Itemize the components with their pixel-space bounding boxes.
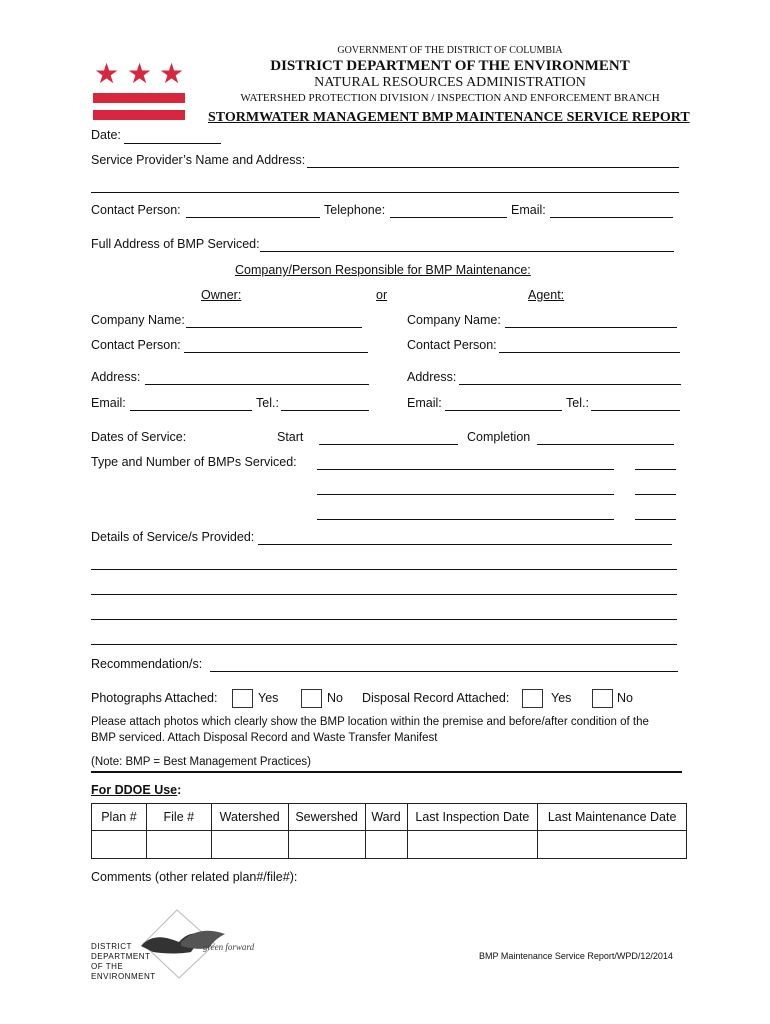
col-sewershed: Sewershed [288, 804, 365, 831]
owner-contact-field[interactable] [184, 352, 368, 353]
owner-address-field[interactable] [145, 384, 369, 385]
flag-bar [93, 93, 185, 103]
header-department: DISTRICT DEPARTMENT OF THE ENVIRONMENT [270, 58, 630, 74]
logo-text-line1: DISTRICT [91, 942, 132, 951]
date-field[interactable] [124, 143, 221, 144]
contact-person-label: Contact Person: [91, 203, 181, 217]
agent-address-field[interactable] [459, 384, 681, 385]
agent-contact-label: Contact Person: [407, 338, 497, 352]
table-header-row [92, 804, 687, 831]
agent-contact-field[interactable] [499, 352, 680, 353]
email-label: Email: [511, 203, 546, 217]
bmp-type-field-3[interactable] [317, 519, 614, 520]
disposal-no-checkbox[interactable] [592, 689, 613, 708]
bmp-count-field-2[interactable] [635, 494, 676, 495]
provider-label: Service Provider’s Name and Address: [91, 153, 306, 167]
date-label: Date: [91, 128, 121, 142]
header-government: GOVERNMENT OF THE DISTRICT OF COLUMBIA [337, 45, 563, 56]
star-icon: ★ [94, 58, 120, 89]
header-administration: NATURAL RESOURCES ADMINISTRATION [314, 75, 586, 90]
recommendations-field[interactable] [210, 671, 678, 672]
start-label: Start [277, 430, 304, 444]
col-last-maintenance: Last Maintenance Date [538, 804, 687, 831]
disposal-no-label: No [617, 691, 633, 705]
bmp-type-field-2[interactable] [317, 494, 614, 495]
photos-yes-checkbox[interactable] [232, 689, 253, 708]
logo-text-line4: ENVIRONMENT [91, 972, 156, 981]
details-field-line3[interactable] [91, 594, 677, 595]
owner-company-field[interactable] [186, 327, 362, 328]
owner-email-field[interactable] [130, 410, 252, 411]
agent-email-label: Email: [407, 396, 442, 410]
agent-company-field[interactable] [505, 327, 677, 328]
ddoe-heading-colon: : [177, 783, 182, 797]
completion-label: Completion [467, 430, 531, 444]
owner-company-label: Company Name: [91, 313, 185, 327]
telephone-field[interactable] [390, 217, 507, 218]
col-plan: Plan # [92, 804, 147, 831]
col-last-inspection: Last Inspection Date [407, 804, 538, 831]
agent-tel-field[interactable] [591, 410, 680, 411]
start-date-field[interactable] [319, 444, 458, 445]
col-file: File # [146, 804, 211, 831]
agent-email-field[interactable] [445, 410, 562, 411]
disposal-attached-label: Disposal Record Attached: [362, 691, 510, 705]
logo-text-line2: DEPARTMENT [91, 952, 151, 961]
telephone-label: Telephone: [324, 203, 386, 217]
owner-address-label: Address: [91, 370, 141, 384]
comments-label: Comments (other related plan#/file#): [91, 870, 298, 884]
responsible-heading: Company/Person Responsible for BMP Maintenance: [235, 263, 531, 277]
contact-person-field[interactable] [186, 217, 320, 218]
bmp-count-field-1[interactable] [635, 469, 676, 470]
logo-tagline: green forward [203, 942, 255, 952]
cell-file[interactable] [146, 831, 211, 859]
details-field-line4[interactable] [91, 619, 677, 620]
completion-date-field[interactable] [537, 444, 674, 445]
table-row [92, 831, 687, 859]
photos-attached-label: Photographs Attached: [91, 691, 218, 705]
cell-ward[interactable] [365, 831, 407, 859]
col-watershed: Watershed [211, 804, 288, 831]
agent-company-label: Company Name: [407, 313, 501, 327]
instructions-line2: BMP serviced. Attach Disposal Record and Waste Transfer Manifest [91, 732, 438, 744]
bmp-count-field-3[interactable] [635, 519, 676, 520]
section-divider [91, 771, 682, 773]
ddoe-heading-text: For DDOE Use [91, 783, 178, 797]
cell-sewershed[interactable] [288, 831, 365, 859]
details-field-line2[interactable] [91, 569, 677, 570]
disposal-yes-label: Yes [551, 691, 572, 705]
star-icon: ★ [127, 58, 153, 89]
provider-field-line2[interactable] [91, 192, 679, 193]
full-address-field[interactable] [260, 251, 674, 252]
photos-yes-label: Yes [258, 691, 279, 705]
cell-last-maintenance[interactable] [538, 831, 687, 859]
owner-email-label: Email: [91, 396, 126, 410]
full-address-label: Full Address of BMP Serviced: [91, 237, 260, 251]
ddoe-heading [91, 783, 181, 797]
star-icon: ★ [159, 58, 185, 89]
photos-no-checkbox[interactable] [301, 689, 322, 708]
owner-heading: Owner: [201, 288, 242, 302]
provider-field[interactable] [307, 167, 679, 168]
header-division: WATERSHED PROTECTION DIVISION / INSPECTION AND ENFORCEMENT BRANCH [240, 92, 660, 104]
details-field[interactable] [258, 544, 672, 545]
cell-last-inspection[interactable] [407, 831, 538, 859]
col-ward: Ward [365, 804, 407, 831]
agent-tel-label: Tel.: [566, 396, 589, 410]
instructions-line1: Please attach photos which clearly show the BMP location within the premise and before/after condition of the [91, 716, 649, 728]
agent-address-label: Address: [407, 370, 457, 384]
owner-contact-label: Contact Person: [91, 338, 181, 352]
logo-text-line3: OF THE [91, 962, 124, 971]
owner-tel-field[interactable] [281, 410, 369, 411]
or-label: or [376, 288, 388, 302]
details-field-line5[interactable] [91, 644, 677, 645]
owner-tel-label: Tel.: [256, 396, 279, 410]
form-id: BMP Maintenance Service Report/WPD/12/2014 [479, 951, 673, 961]
details-label: Details of Service/s Provided: [91, 530, 255, 544]
bmp-type-label: Type and Number of BMPs Serviced: [91, 455, 297, 469]
agent-heading: Agent: [528, 288, 565, 302]
cell-plan[interactable] [92, 831, 147, 859]
email-field[interactable] [550, 217, 673, 218]
recommendations-label: Recommendation/s: [91, 657, 203, 671]
dates-of-service-label: Dates of Service: [91, 430, 187, 444]
flag-bar [93, 110, 185, 120]
note-text: (Note: BMP = Best Management Practices) [91, 756, 311, 768]
bmp-type-field-1[interactable] [317, 469, 614, 470]
cell-watershed[interactable] [211, 831, 288, 859]
ddoe-table [91, 803, 687, 859]
disposal-yes-checkbox[interactable] [522, 689, 543, 708]
report-title: STORMWATER MANAGEMENT BMP MAINTENANCE SERVICE REPORT [208, 110, 690, 125]
photos-no-label: No [327, 691, 343, 705]
